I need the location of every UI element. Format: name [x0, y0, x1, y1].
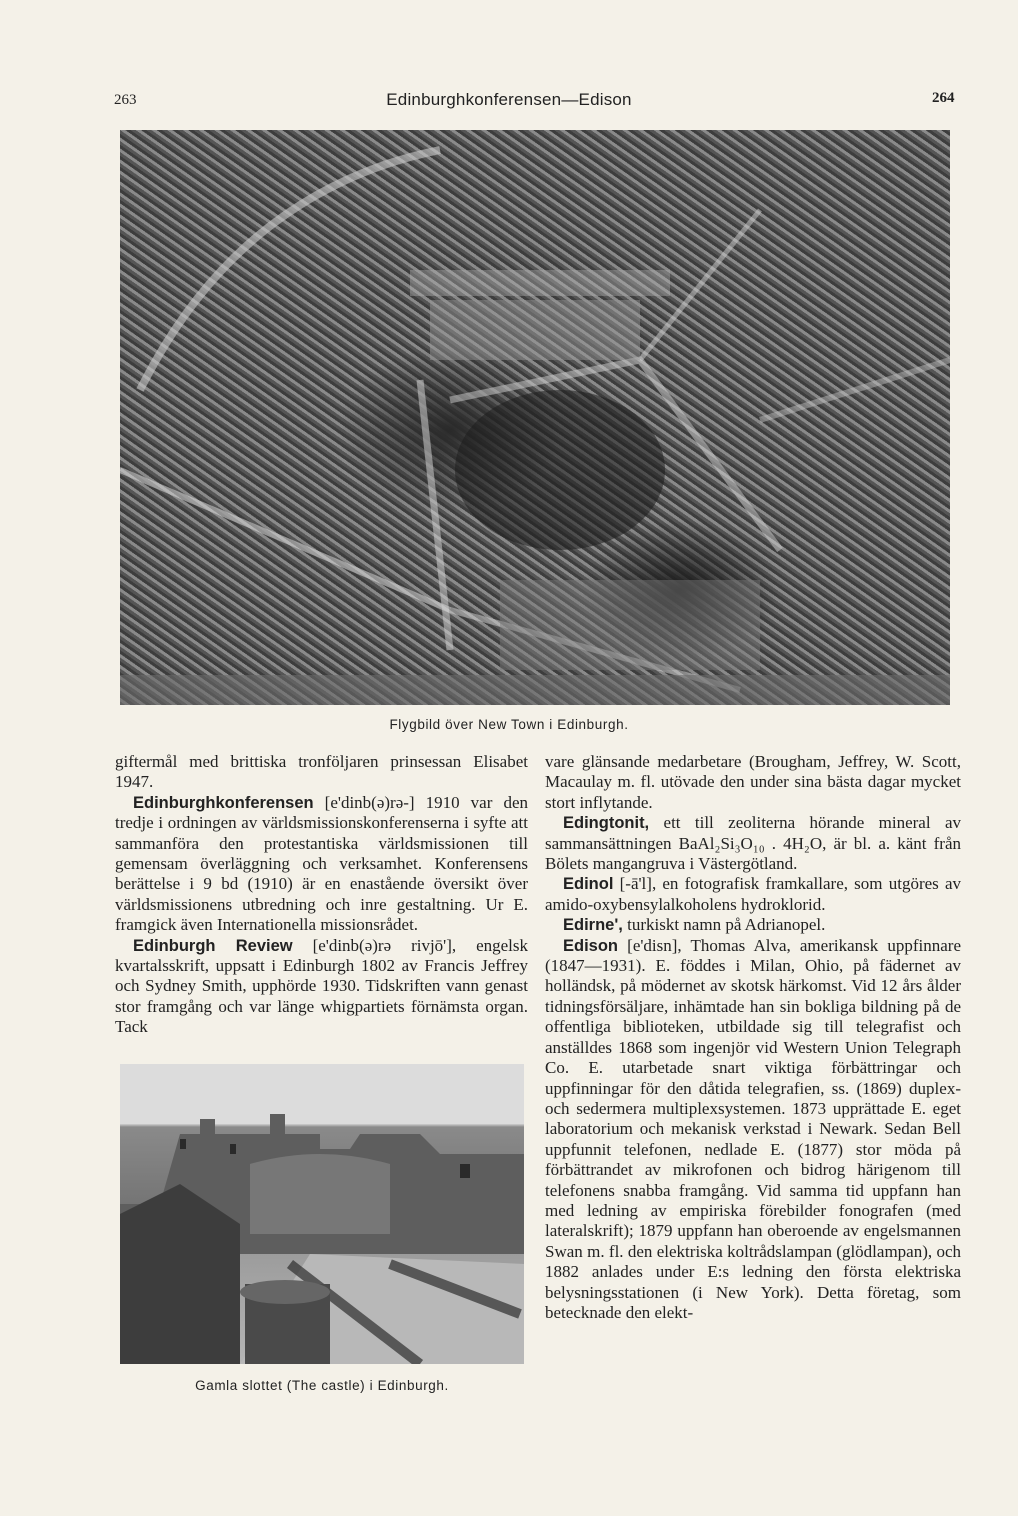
entry-body: turkiskt namn på Adrianopel.: [627, 915, 826, 935]
entry-edinburghkonferensen: [115, 793, 528, 936]
entry-edison: [545, 936, 961, 1324]
continuation-text: vare glänsande medarbetare (Brougham, Jeffrey, W. Scott, Macaulay m. fl. utövade den under sina bästa dagar mycket stort inflytande.: [545, 752, 961, 812]
page-number-right: 264: [932, 90, 955, 106]
entry-edirne: [545, 915, 961, 935]
aerial-photo-caption: Flygbild över New Town i Edinburgh.: [389, 717, 629, 732]
entry-body: ett till zeoliterna hörande mineral av sammansättningen BaAl₂Si₃O₁₀ . 4H₂O, är bl. a. känt från Bölets mangangruva i Västergötland.: [545, 813, 961, 874]
page-number-left: 263: [114, 92, 137, 108]
castle-photo-caption: Gamla slottet (The castle) i Edinburgh.: [195, 1378, 449, 1393]
entry-edingtonit: [545, 813, 961, 874]
aerial-photo-new-town: [120, 130, 950, 705]
headword: Edirne',: [563, 916, 623, 935]
running-title: Edinburghkonferensen—Edison: [386, 90, 632, 109]
headword: Edison: [563, 936, 619, 955]
entry-edinburgh-review: [115, 936, 528, 1038]
headword: Edingtonit,: [563, 814, 650, 833]
continuation-text: giftermål med brittiska tronföljaren prinsessan Elisabet 1947.: [115, 752, 528, 792]
entry-edinol: [545, 874, 961, 915]
headword: Edinol: [563, 875, 614, 894]
left-text-column: [115, 752, 528, 1038]
castle-photo-illustration: [120, 1064, 524, 1364]
castle-photo: [120, 1064, 524, 1364]
entry-body: [e'disn], Thomas Alva, amerikansk uppfinnare (1847—1931). E. föddes i Milan, Ohio, på fädernet av holländsk, på mödernet av skotsk härkomst. Vid 12 års ålder tidningsförsäljare, inhämtade han sin bokliga bildning på de offentliga biblioteken, utbildade sig till telegrafist och anställdes 1868 som ingenjör vid Western Union Telegraph Co. E. utarbetade snart viktiga förbättringar och uppfinningar för den dåtida telegrafien, ss. (1869) duplex- och sedermera multiplexsystemen. 1873 upprättade E. eget laboratorium och mekanisk verkstad i Newark. Sedan Bell uppfunnit telefonen, nedlade E. (1877) stor möda på förbättrandet av mikrofonen och bidrog härigenom till telefonens snabba framgång. Vid samma tid uppfann han med ledning av empiriska förebilder fonografen (med lateralskrift); 1879 uppfann han oberoende av engelsmannen Swan m. fl. den elektriska koltrådslampan (glödlampan), och 1882 anlades under E:s ledning den första elektriska belysningsstationen (i New York). Detta företag, som betecknade den elekt-: [545, 935, 962, 1322]
entry-body: [e'dinb(ə)rə rivjō'], engelsk kvartalsskrift, uppsatt i Edinburgh 1802 av Francis Jeffrey och Sydney Smith, upphörde 1930. Tidskriften vann genast stor framgång och var länge whigpartiets förnämsta organ. Tack: [115, 935, 529, 1037]
headword: Edinburghkonferensen: [133, 793, 314, 812]
entry-body: [e'dinb(ə)rə-] 1910 var den tredje i ordningen av världsmissionskonferenserna i syfte att sammanföra den protestantiska världsmissionen till gemensam överläggning och verksamhet. Konferensens berättelse i 9 bd (1910) är en enastående översikt över världsmissionens utbredning och inre gestaltning. Ur E. framgick även Internationella missionsrådet.: [115, 792, 528, 935]
aerial-photo-illustration: [120, 130, 950, 705]
right-text-column: [545, 752, 961, 1323]
headword: Edinburgh Review: [133, 936, 293, 955]
entry-body: [-ā'l], en fotografisk framkallare, som utgöres av amido-oxybensylalkoholens hydroklorid.: [545, 874, 962, 914]
